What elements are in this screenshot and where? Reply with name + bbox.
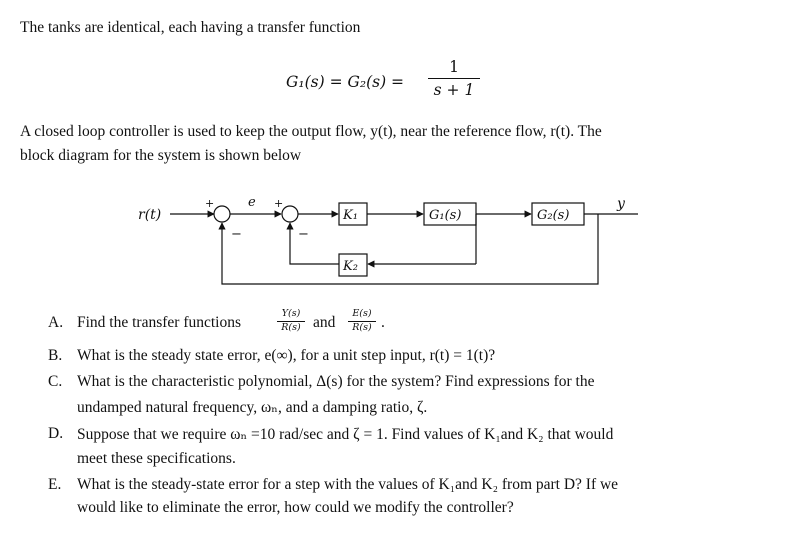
question-a-and: and: [313, 314, 336, 331]
question-e-line-1: What is the steady-state error for a step with the values of K₁and K₂ from part D? If we: [77, 476, 619, 493]
intro-text: The tanks are identical, each having a transfer function: [20, 19, 361, 36]
paragraph-line-2: block diagram for the system is shown below: [20, 147, 302, 164]
equation-lhs: G₁(s) = G₂(s) =: [286, 73, 405, 91]
question-e-line-2: would like to eliminate the error, how could we modify the controller?: [77, 499, 514, 516]
question-e-letter: E.: [48, 476, 62, 493]
equation-denominator: s + 1: [433, 81, 475, 99]
summing-junction-2: [282, 206, 298, 222]
question-d-line-1: Suppose that we require ωₙ =10 rad/sec and ζ = 1. Find values of K₁and K₂ that would: [77, 426, 614, 443]
question-b-letter: B.: [48, 347, 63, 364]
fraction-2-numerator: E(s): [352, 308, 372, 319]
question-d-line-2: meet these specifications.: [77, 450, 236, 467]
fraction-1-numerator: Y(s): [281, 308, 301, 319]
equation-numerator: 1: [449, 58, 459, 76]
question-c-letter: C.: [48, 373, 63, 390]
question-a-letter: A.: [48, 314, 64, 331]
question-a-prefix: Find the transfer functions: [77, 314, 242, 331]
block-k2-label: K₂: [343, 259, 358, 274]
block-g1-label: G₁(s): [429, 208, 462, 223]
question-c-line-1: What is the characteristic polynomial, Δ(s) for the system? Find expressions for the: [77, 373, 595, 390]
error-label: e: [248, 195, 256, 210]
fraction-1-denominator: R(s): [281, 321, 301, 333]
plus-sign-1: +: [205, 197, 215, 210]
plus-sign-2: +: [274, 197, 284, 210]
fraction-2-denominator: R(s): [352, 321, 372, 333]
question-a-fraction-2: [348, 309, 376, 334]
paragraph-line-1: A closed loop controller is used to keep the output flow, y(t), near the reference flow, r(t). The: [20, 123, 602, 140]
minus-sign-1: −: [231, 227, 242, 242]
block-g2-label: G₂(s): [537, 208, 570, 223]
question-d-letter: D.: [48, 425, 64, 442]
question-a-suffix: .: [381, 314, 385, 331]
output-label: y: [617, 196, 625, 212]
summing-junction-1: [214, 206, 230, 222]
question-a-fraction-1: [277, 309, 305, 334]
input-label: r(t): [138, 207, 162, 223]
block-k1-label: K₁: [343, 208, 358, 223]
question-b-text: What is the steady state error, e(∞), for a unit step input, r(t) = 1(t)?: [77, 347, 496, 364]
minus-sign-2: −: [298, 227, 309, 242]
question-c-line-2: undamped natural frequency, ωₙ, and a damping ratio, ζ.: [77, 399, 428, 416]
